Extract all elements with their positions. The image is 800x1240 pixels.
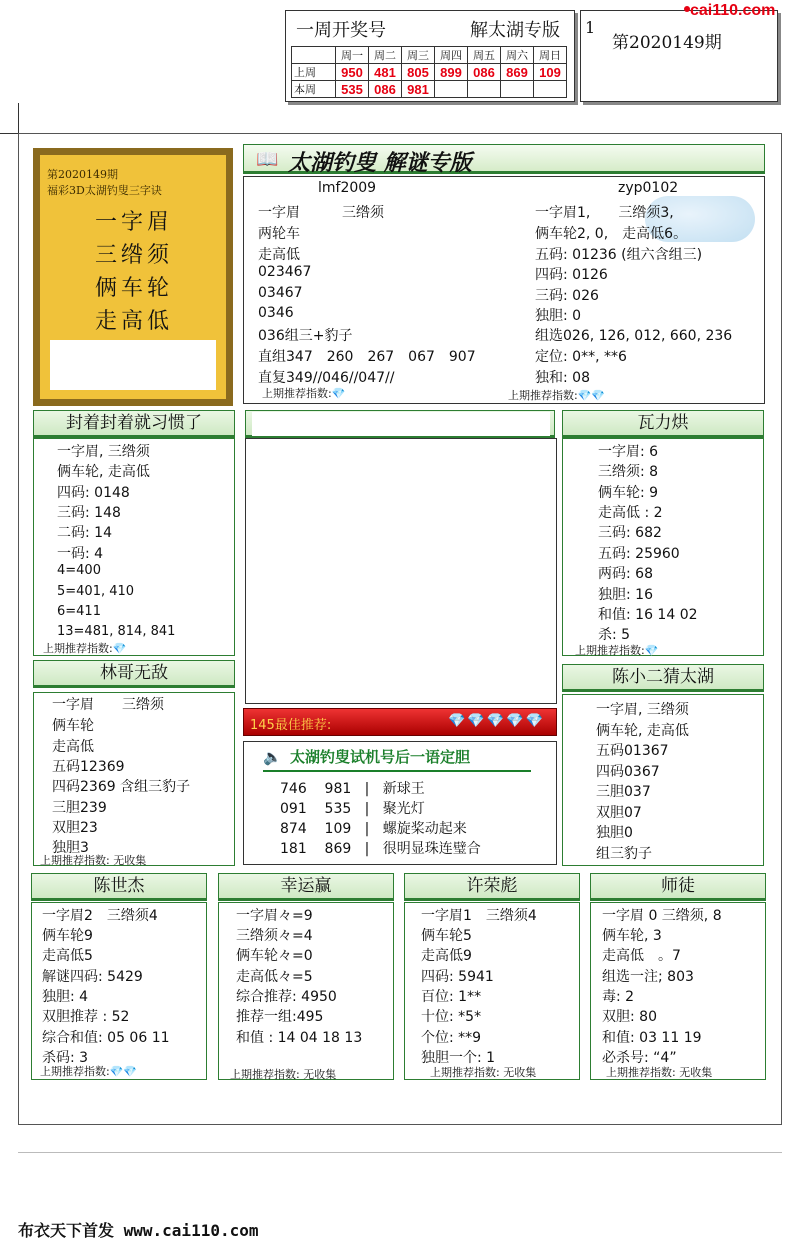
prediction-line: 俩车轮, 走高低 bbox=[57, 464, 150, 480]
recommend-index: 上期推荐指数: 无收集 bbox=[606, 1066, 713, 1079]
section-header: 封着封着就习惯了 bbox=[33, 410, 235, 438]
prediction-line: 6=411 bbox=[57, 604, 101, 619]
prediction-line: 俩车轮, 3 bbox=[602, 928, 662, 944]
prediction-line: 一字眉1 三绺须4 bbox=[421, 908, 537, 924]
recommend-index: 上期推荐指数: 无收集 bbox=[430, 1066, 537, 1079]
prediction-line: 俩车轮, 走高低 bbox=[596, 723, 689, 739]
recommend-index: 上期推荐指数:💎💎 bbox=[40, 1065, 138, 1078]
prediction-line: 走高低 bbox=[258, 247, 300, 263]
blank-panel bbox=[252, 412, 550, 436]
recommend-index: 上期推荐指数:💎 bbox=[262, 387, 346, 400]
book-icon: 📖 bbox=[256, 149, 279, 170]
table-row bbox=[292, 64, 567, 81]
prediction-line: 一码: 4 bbox=[57, 546, 104, 562]
prediction-line: 走高低 bbox=[52, 739, 94, 755]
best-recommend-label: 145最佳推荐: bbox=[250, 718, 332, 733]
recommend-index: 上期推荐指数: 无收集 bbox=[40, 854, 147, 867]
prediction-line: 组三豹子 bbox=[596, 846, 652, 862]
prediction-line: 三绺须々=4 bbox=[236, 928, 313, 944]
prediction-line: 组选一注; 803 bbox=[602, 969, 694, 985]
header-title: 一周开奖号 bbox=[296, 20, 386, 41]
draw-number: 899 bbox=[435, 64, 468, 81]
section-header: 瓦力烘 bbox=[562, 410, 764, 438]
prediction-line: 一字眉1, 三绺须3, bbox=[535, 205, 674, 221]
prediction-line: 五码12369 bbox=[52, 759, 125, 775]
prediction-line: 和值 : 14 04 18 13 bbox=[236, 1030, 363, 1046]
prediction-line: 三绺须: 8 bbox=[598, 464, 659, 480]
speaker-icon: 🔈 bbox=[263, 748, 282, 766]
prediction-line: 独胆一个: 1 bbox=[421, 1050, 496, 1066]
prediction-line: 一字眉々=9 bbox=[236, 908, 313, 924]
gold-line: 三绺须 bbox=[95, 243, 174, 268]
prediction-line: 五码01367 bbox=[596, 743, 669, 759]
day-header: 周五 bbox=[468, 47, 501, 64]
prediction-line: 俩车轮5 bbox=[421, 928, 472, 944]
prediction-line: 十位: *5* bbox=[421, 1009, 482, 1025]
prediction-line: 4=400 bbox=[57, 563, 101, 578]
prediction-line: 一字眉, 三绺须 bbox=[57, 444, 150, 460]
prediction-line: 四码: 5941 bbox=[421, 969, 494, 985]
prediction-line: 走高低5 bbox=[42, 948, 93, 964]
prediction-line: 俩车轮2, 0, 走高低6。 bbox=[535, 226, 688, 242]
prediction-line: 独胆: 4 bbox=[42, 989, 89, 1005]
prediction-line: 直复349//046//047// bbox=[258, 370, 395, 386]
header-edition: 解太湖专版 bbox=[470, 20, 560, 41]
prediction-line: 直组347 260 267 067 907 bbox=[258, 349, 476, 365]
prediction-line: 0346 bbox=[258, 305, 294, 321]
draw-number: 981 bbox=[402, 81, 435, 98]
prediction-line: 5=401, 410 bbox=[57, 584, 135, 599]
prediction-line: 一字眉 三绺须 bbox=[258, 205, 384, 221]
divider bbox=[263, 770, 531, 772]
prediction-line: 五码: 01236 (组六含组三) bbox=[535, 247, 703, 263]
prediction-line: 杀码: 3 bbox=[42, 1050, 89, 1066]
gold-line: 走高低 bbox=[95, 309, 174, 334]
prediction-line: 四码2369 含组三豹子 bbox=[52, 779, 191, 795]
prediction-line: 二码: 14 bbox=[57, 525, 112, 541]
page-title: 太湖钓叟 解谜专版 bbox=[288, 150, 472, 176]
prediction-line: 双胆07 bbox=[596, 805, 642, 821]
draw-number bbox=[468, 81, 501, 98]
section-header: 师徒 bbox=[590, 873, 766, 901]
issue-panel bbox=[580, 10, 778, 102]
gold-issue: 第2020149期 bbox=[47, 168, 118, 181]
test-number-title: 太湖钓叟试机号后一语定胆 bbox=[290, 748, 471, 766]
header-page-number: 1 bbox=[585, 18, 596, 37]
section-header: 幸运赢 bbox=[218, 873, 394, 901]
divider bbox=[18, 103, 19, 133]
gold-line: 一字眉 bbox=[95, 210, 174, 235]
draw-number: 950 bbox=[336, 64, 369, 81]
draw-number: 086 bbox=[369, 81, 402, 98]
draw-number bbox=[501, 81, 534, 98]
prediction-line: 三胆037 bbox=[596, 784, 651, 800]
prediction-line: 俩车轮 bbox=[52, 718, 94, 734]
gem-icon: 💎 bbox=[644, 644, 659, 657]
prediction-line: 走高低々=5 bbox=[236, 969, 313, 985]
row-label: 本周 bbox=[292, 81, 336, 98]
gem-icon: 💎 bbox=[331, 387, 346, 400]
prediction-line: 两轮车 bbox=[258, 226, 300, 242]
expert-name: lmf2009 bbox=[318, 180, 377, 196]
draw-number bbox=[534, 81, 567, 98]
draw-number: 481 bbox=[369, 64, 402, 81]
gem-icon: 💎💎💎💎💎 bbox=[448, 713, 546, 729]
prediction-line: 五码: 25960 bbox=[598, 546, 680, 562]
prediction-line: 一字眉: 6 bbox=[598, 444, 659, 460]
prediction-line: 个位: **9 bbox=[421, 1030, 482, 1046]
prediction-line: 双胆推荐 : 52 bbox=[42, 1009, 130, 1025]
recommend-index: 上期推荐指数: 无收集 bbox=[230, 1068, 337, 1081]
day-header: 周四 bbox=[435, 47, 468, 64]
prediction-line: 03467 bbox=[258, 285, 303, 301]
prediction-line: 四码: 0126 bbox=[535, 267, 608, 283]
prediction-line: 走高低 : 2 bbox=[598, 505, 663, 521]
day-header: 周一 bbox=[336, 47, 369, 64]
prediction-line: 独胆: 0 bbox=[535, 308, 582, 324]
prediction-line: 和值: 16 14 02 bbox=[598, 607, 698, 623]
section-header: 林哥无敌 bbox=[33, 660, 235, 688]
draw-number: 086 bbox=[468, 64, 501, 81]
prediction-line: 一字眉 三绺须 bbox=[52, 697, 164, 713]
prediction-line: 双胆23 bbox=[52, 820, 98, 836]
draw-number bbox=[435, 81, 468, 98]
prediction-line: 走高低 。7 bbox=[602, 948, 681, 964]
prediction-line: 综合推荐: 4950 bbox=[236, 989, 337, 1005]
prediction-line: 036组三+豹子 bbox=[258, 328, 353, 344]
gem-icon: 💎💎 bbox=[577, 389, 606, 402]
gold-blank-box bbox=[50, 340, 216, 390]
prediction-line: 解谜四码: 5429 bbox=[42, 969, 143, 985]
day-header: 周六 bbox=[501, 47, 534, 64]
prediction-line: 独胆0 bbox=[596, 825, 633, 841]
prediction-line: 百位: 1** bbox=[421, 989, 482, 1005]
gem-icon: 💎💎 bbox=[109, 1065, 138, 1078]
prediction-line: 两码: 68 bbox=[598, 566, 653, 582]
section-header: 陈小二猜太湖 bbox=[562, 664, 764, 692]
day-header: 周三 bbox=[402, 47, 435, 64]
prediction-line: 三码: 148 bbox=[57, 505, 121, 521]
prediction-line: 杀: 5 bbox=[598, 627, 631, 643]
prediction-line: 必杀号: “4” bbox=[602, 1050, 677, 1066]
divider bbox=[18, 1152, 782, 1153]
draw-table bbox=[291, 46, 567, 98]
table-row: 181 869 | 很明显珠连璧合 bbox=[280, 841, 481, 857]
footer-credit[interactable]: 布衣天下首发 www.cai110.com bbox=[18, 1221, 259, 1240]
prediction-line: 双胆: 80 bbox=[602, 1009, 657, 1025]
prediction-line: 走高低9 bbox=[421, 948, 472, 964]
prediction-line: 三码: 026 bbox=[535, 288, 599, 304]
prediction-line: 一字眉, 三绺须 bbox=[596, 702, 689, 718]
recommend-index: 上期推荐指数:💎💎 bbox=[508, 389, 606, 402]
divider bbox=[0, 133, 18, 134]
prediction-line: 独胆3 bbox=[52, 840, 89, 856]
prediction-line: 独和: 08 bbox=[535, 370, 590, 386]
day-header: 周日 bbox=[534, 47, 567, 64]
header-issue: 第2020149期 bbox=[612, 33, 722, 53]
recommend-index: 上期推荐指数:💎 bbox=[43, 642, 127, 655]
table-row: 091 535 | 聚光灯 bbox=[280, 801, 425, 817]
row-label: 上周 bbox=[292, 64, 336, 81]
gold-line: 俩车轮 bbox=[95, 276, 174, 301]
prediction-line: 组选026, 126, 012, 660, 236 bbox=[535, 328, 733, 344]
prediction-line: 俩车轮々=0 bbox=[236, 948, 313, 964]
prediction-line: 定位: 0**, **6 bbox=[535, 349, 627, 365]
expert-name: zyp0102 bbox=[618, 180, 679, 196]
brand-logo[interactable]: cai110.com bbox=[690, 2, 776, 19]
prediction-line: 一字眉 0 三绺须, 8 bbox=[602, 908, 722, 924]
draw-number: 869 bbox=[501, 64, 534, 81]
section-header: 陈世杰 bbox=[31, 873, 207, 901]
prediction-line: 四码: 0148 bbox=[57, 485, 130, 501]
draw-number: 535 bbox=[336, 81, 369, 98]
prediction-line: 毒: 2 bbox=[602, 989, 635, 1005]
table-row bbox=[292, 81, 567, 98]
prediction-line: 四码0367 bbox=[596, 764, 660, 780]
table-row: 874 109 | 螺旋桨动起来 bbox=[280, 821, 467, 837]
prediction-line: 推荐一组:495 bbox=[236, 1009, 324, 1025]
prediction-line: 一字眉2 三绺须4 bbox=[42, 908, 158, 924]
prediction-line: 13=481, 814, 841 bbox=[57, 624, 176, 639]
prediction-line: 俩车轮: 9 bbox=[598, 485, 659, 501]
draw-number: 805 bbox=[402, 64, 435, 81]
gold-subtitle: 福彩3D太湖钓叟三字诀 bbox=[47, 184, 162, 197]
draw-table-header bbox=[292, 47, 567, 64]
prediction-line: 综合和值: 05 06 11 bbox=[42, 1030, 170, 1046]
gem-icon: 💎 bbox=[112, 642, 127, 655]
image-placeholder bbox=[245, 438, 557, 704]
section-header: 许荣彪 bbox=[404, 873, 580, 901]
prediction-line: 独胆: 16 bbox=[598, 587, 653, 603]
prediction-line: 023467 bbox=[258, 264, 312, 280]
prediction-line: 和值: 03 11 19 bbox=[602, 1030, 702, 1046]
prediction-line: 三码: 682 bbox=[598, 525, 662, 541]
prediction-line: 三胆239 bbox=[52, 800, 107, 816]
draw-number: 109 bbox=[534, 64, 567, 81]
recommend-index: 上期推荐指数:💎 bbox=[575, 644, 659, 657]
day-header: 周二 bbox=[369, 47, 402, 64]
table-row: 746 981 | 新球王 bbox=[280, 781, 425, 797]
prediction-line: 俩车轮9 bbox=[42, 928, 93, 944]
